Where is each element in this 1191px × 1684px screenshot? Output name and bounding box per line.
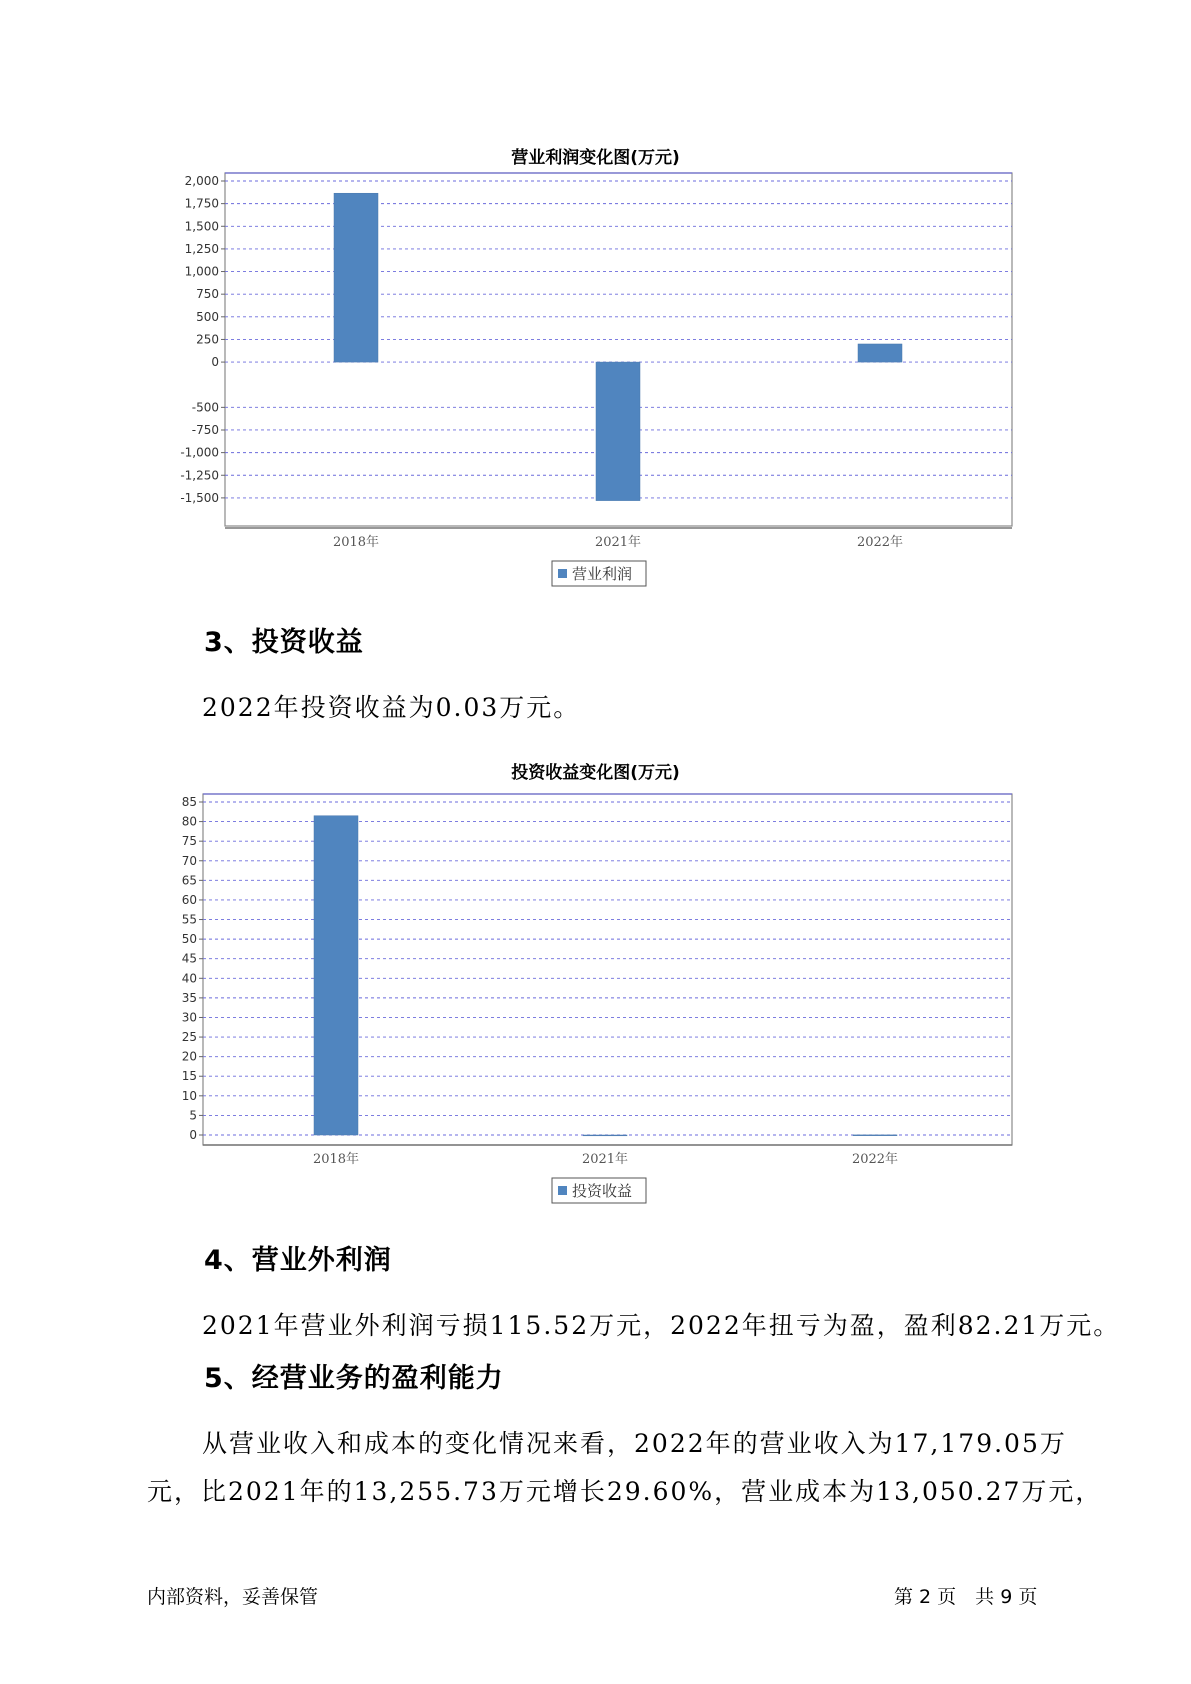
y-tick-label: -1,500 (180, 490, 219, 505)
y-tick-label: 30 (181, 1010, 197, 1025)
y-tick-label: 1,250 (184, 241, 219, 256)
section-4-text: 2021年营业外利润亏损115.52万元，2022年扭亏为盈，盈利82.21万元。 (202, 1311, 1121, 1340)
y-tick-label: 20 (181, 1049, 197, 1064)
section-5-heading: 5、经营业务的盈利能力 (204, 1363, 504, 1394)
legend-label: 投资收益 (572, 1182, 633, 1200)
footer-confidential-note: 内部资料，妥善保管 (147, 1586, 319, 1608)
x-tick-label: 2018年 (312, 1152, 360, 1167)
chart-2-title: 投资收益变化图(万元) (511, 763, 680, 783)
x-tick-label: 2018年 (332, 535, 380, 550)
legend-swatch (558, 1186, 567, 1195)
y-tick-label: 1,500 (184, 219, 219, 234)
y-tick-label: 85 (181, 795, 197, 809)
y-tick-label: 70 (181, 853, 197, 868)
y-tick-label: 1,750 (184, 196, 219, 211)
bar (583, 1135, 627, 1136)
y-tick-label: 25 (181, 1030, 197, 1045)
chart-1-title: 营业利润变化图(万元) (511, 148, 680, 168)
x-tick-label: 2021年 (594, 535, 642, 550)
y-tick-label: 10 (181, 1088, 197, 1103)
legend-label: 营业利润 (572, 565, 633, 583)
section-5-text-line-1: 从营业收入和成本的变化情况来看，2022年的营业收入为17,179.05万 (202, 1429, 1067, 1458)
footer-page-number: 第 2 页 共 9 页 (894, 1586, 1038, 1608)
section-3-text: 2022年投资收益为0.03万元。 (202, 693, 581, 722)
y-tick-label: 60 (181, 892, 197, 907)
section-4-heading: 4、营业外利润 (204, 1245, 392, 1276)
y-tick-label: 50 (181, 932, 197, 947)
y-tick-label: -750 (191, 422, 219, 437)
y-tick-label: 40 (181, 971, 197, 986)
x-tick-label: 2021年 (581, 1152, 629, 1167)
y-tick-label: 55 (181, 912, 197, 927)
y-tick-label: 750 (196, 287, 219, 302)
x-tick-label: 2022年 (851, 1152, 899, 1167)
x-tick-label: 2022年 (856, 535, 904, 550)
y-tick-label: -500 (191, 400, 219, 415)
y-tick-label: 2,000 (184, 174, 219, 188)
bar (853, 1135, 897, 1136)
y-tick-label: -1,250 (180, 468, 219, 483)
y-tick-label: 250 (196, 332, 219, 347)
y-tick-label: 0 (189, 1128, 197, 1142)
y-tick-label: -1,000 (180, 445, 219, 460)
section-3-heading: 3、投资收益 (204, 627, 364, 658)
y-tick-label: 65 (181, 873, 197, 888)
section-5-text-line-2: 元，比2021年的13,255.73万元增长29.60%，营业成本为13,050.27万元， (147, 1477, 1103, 1506)
y-tick-label: 15 (181, 1069, 197, 1084)
y-tick-label: 45 (181, 951, 197, 966)
y-tick-label: 500 (196, 309, 219, 324)
y-tick-label: 5 (189, 1108, 197, 1123)
y-tick-label: 0 (211, 355, 219, 370)
y-tick-label: 35 (181, 990, 197, 1005)
y-tick-label: 75 (181, 834, 197, 849)
y-tick-label: 1,000 (184, 264, 219, 279)
bar (314, 816, 358, 1135)
y-tick-label: 80 (181, 814, 197, 829)
